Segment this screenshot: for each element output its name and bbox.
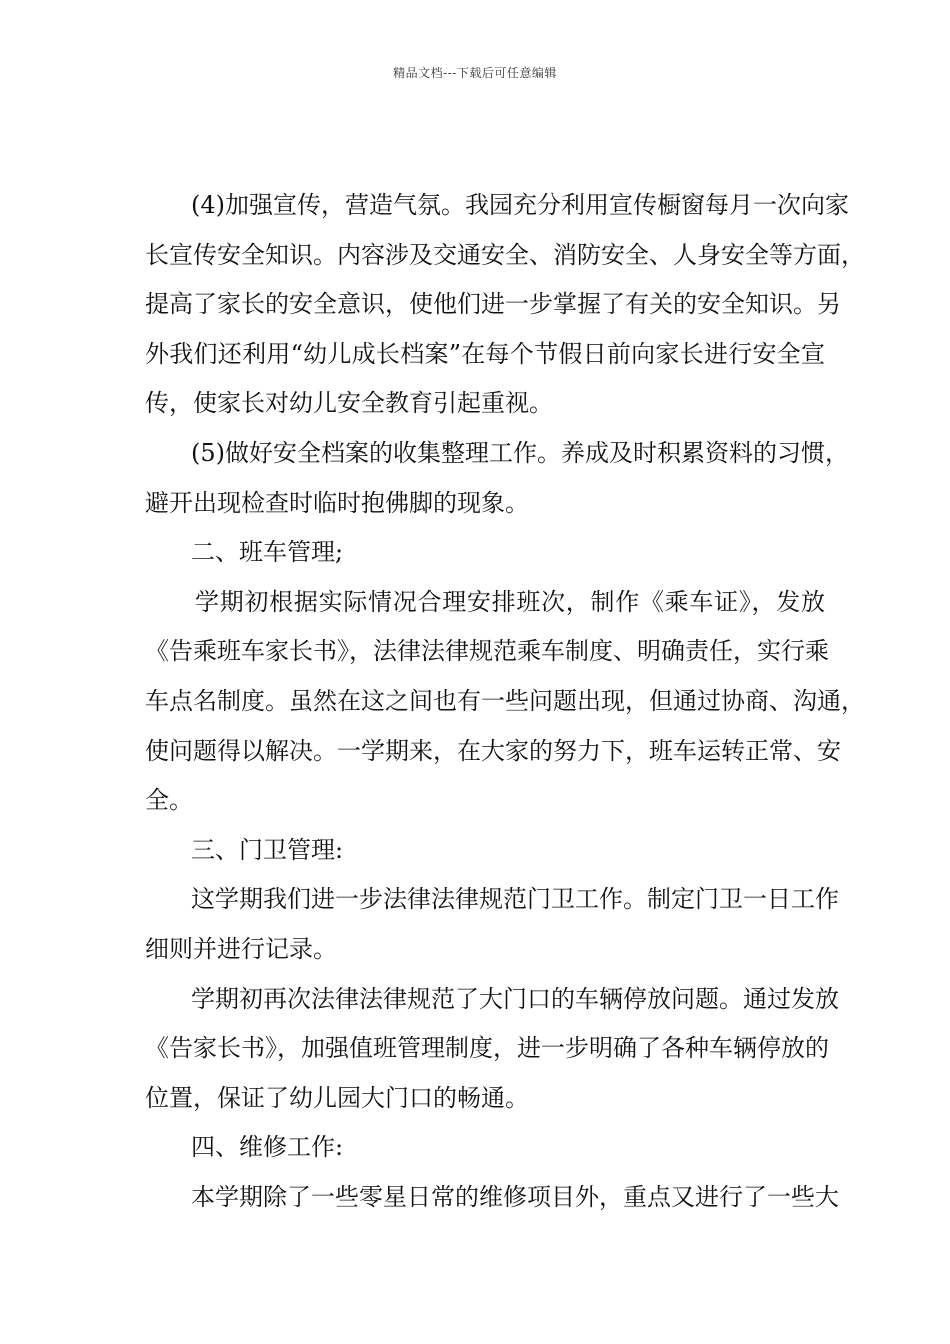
paragraph-line: 学期初再次法律法律规范了大门口的车辆停放问题。通过发放 xyxy=(191,984,839,1013)
paragraph-line: 提高了家长的安全意识，使他们进一步掌握了有关的安全知识。另 xyxy=(145,290,841,319)
paragraph-line: 使问题得以解决。一学期来，在大家的努力下，班车运转正常、安 xyxy=(145,736,841,765)
section-heading: 三、门卫管理: xyxy=(191,835,344,864)
paragraph-line: 学期初根据实际情况合理安排班次，制作《乘车证》，发放 xyxy=(195,587,825,616)
paragraph-line: (4)加强宣传，营造气氛。我园充分利用宣传橱窗每月一次向家 xyxy=(191,191,849,219)
paragraph-line: 车点名制度。虽然在这之间也有一些问题出现，但通过协商、沟通， xyxy=(145,686,865,715)
paragraph-line: 这学期我们进一步法律法律规范门卫工作。制定门卫一日工作 xyxy=(191,885,839,914)
document-body xyxy=(145,181,865,1222)
paragraph-line: 位置，保证了幼儿园大门口的畅通。 xyxy=(145,1083,529,1112)
paragraph-line: 《告家长书》，加强值班管理制度，进一步明确了各种车辆停放的 xyxy=(145,1034,829,1063)
paragraph-line: 外我们还利用“幼儿成长档案”在每个节假日前向家长进行安全宣 xyxy=(145,339,825,368)
paragraph-line: 本学期除了一些零星日常的维修项目外，重点又进行了一些大 xyxy=(191,1182,839,1211)
paragraph-line: 细则并进行记录。 xyxy=(145,934,337,963)
paragraph-line: 全。 xyxy=(145,786,193,815)
page-header: 精品文档---下载后可任意编辑 xyxy=(393,66,557,80)
paragraph-line: 长宣传安全知识。内容涉及交通安全、消防安全、人身安全等方面， xyxy=(145,240,865,269)
paragraph-line: (5)做好安全档案的收集整理工作。养成及时积累资料的习惯， xyxy=(191,438,849,467)
paragraph-line: 避开出现检查时临时抱佛脚的现象。 xyxy=(145,488,529,517)
paragraph-line: 传，使家长对幼儿安全教育引起重视。 xyxy=(145,389,553,418)
paragraph-line: 《告乘班车家长书》，法律法律规范乘车制度、明确责任，实行乘 xyxy=(145,637,829,666)
section-heading: 二、班车管理; xyxy=(191,538,344,567)
section-heading: 四、维修工作: xyxy=(191,1133,344,1162)
